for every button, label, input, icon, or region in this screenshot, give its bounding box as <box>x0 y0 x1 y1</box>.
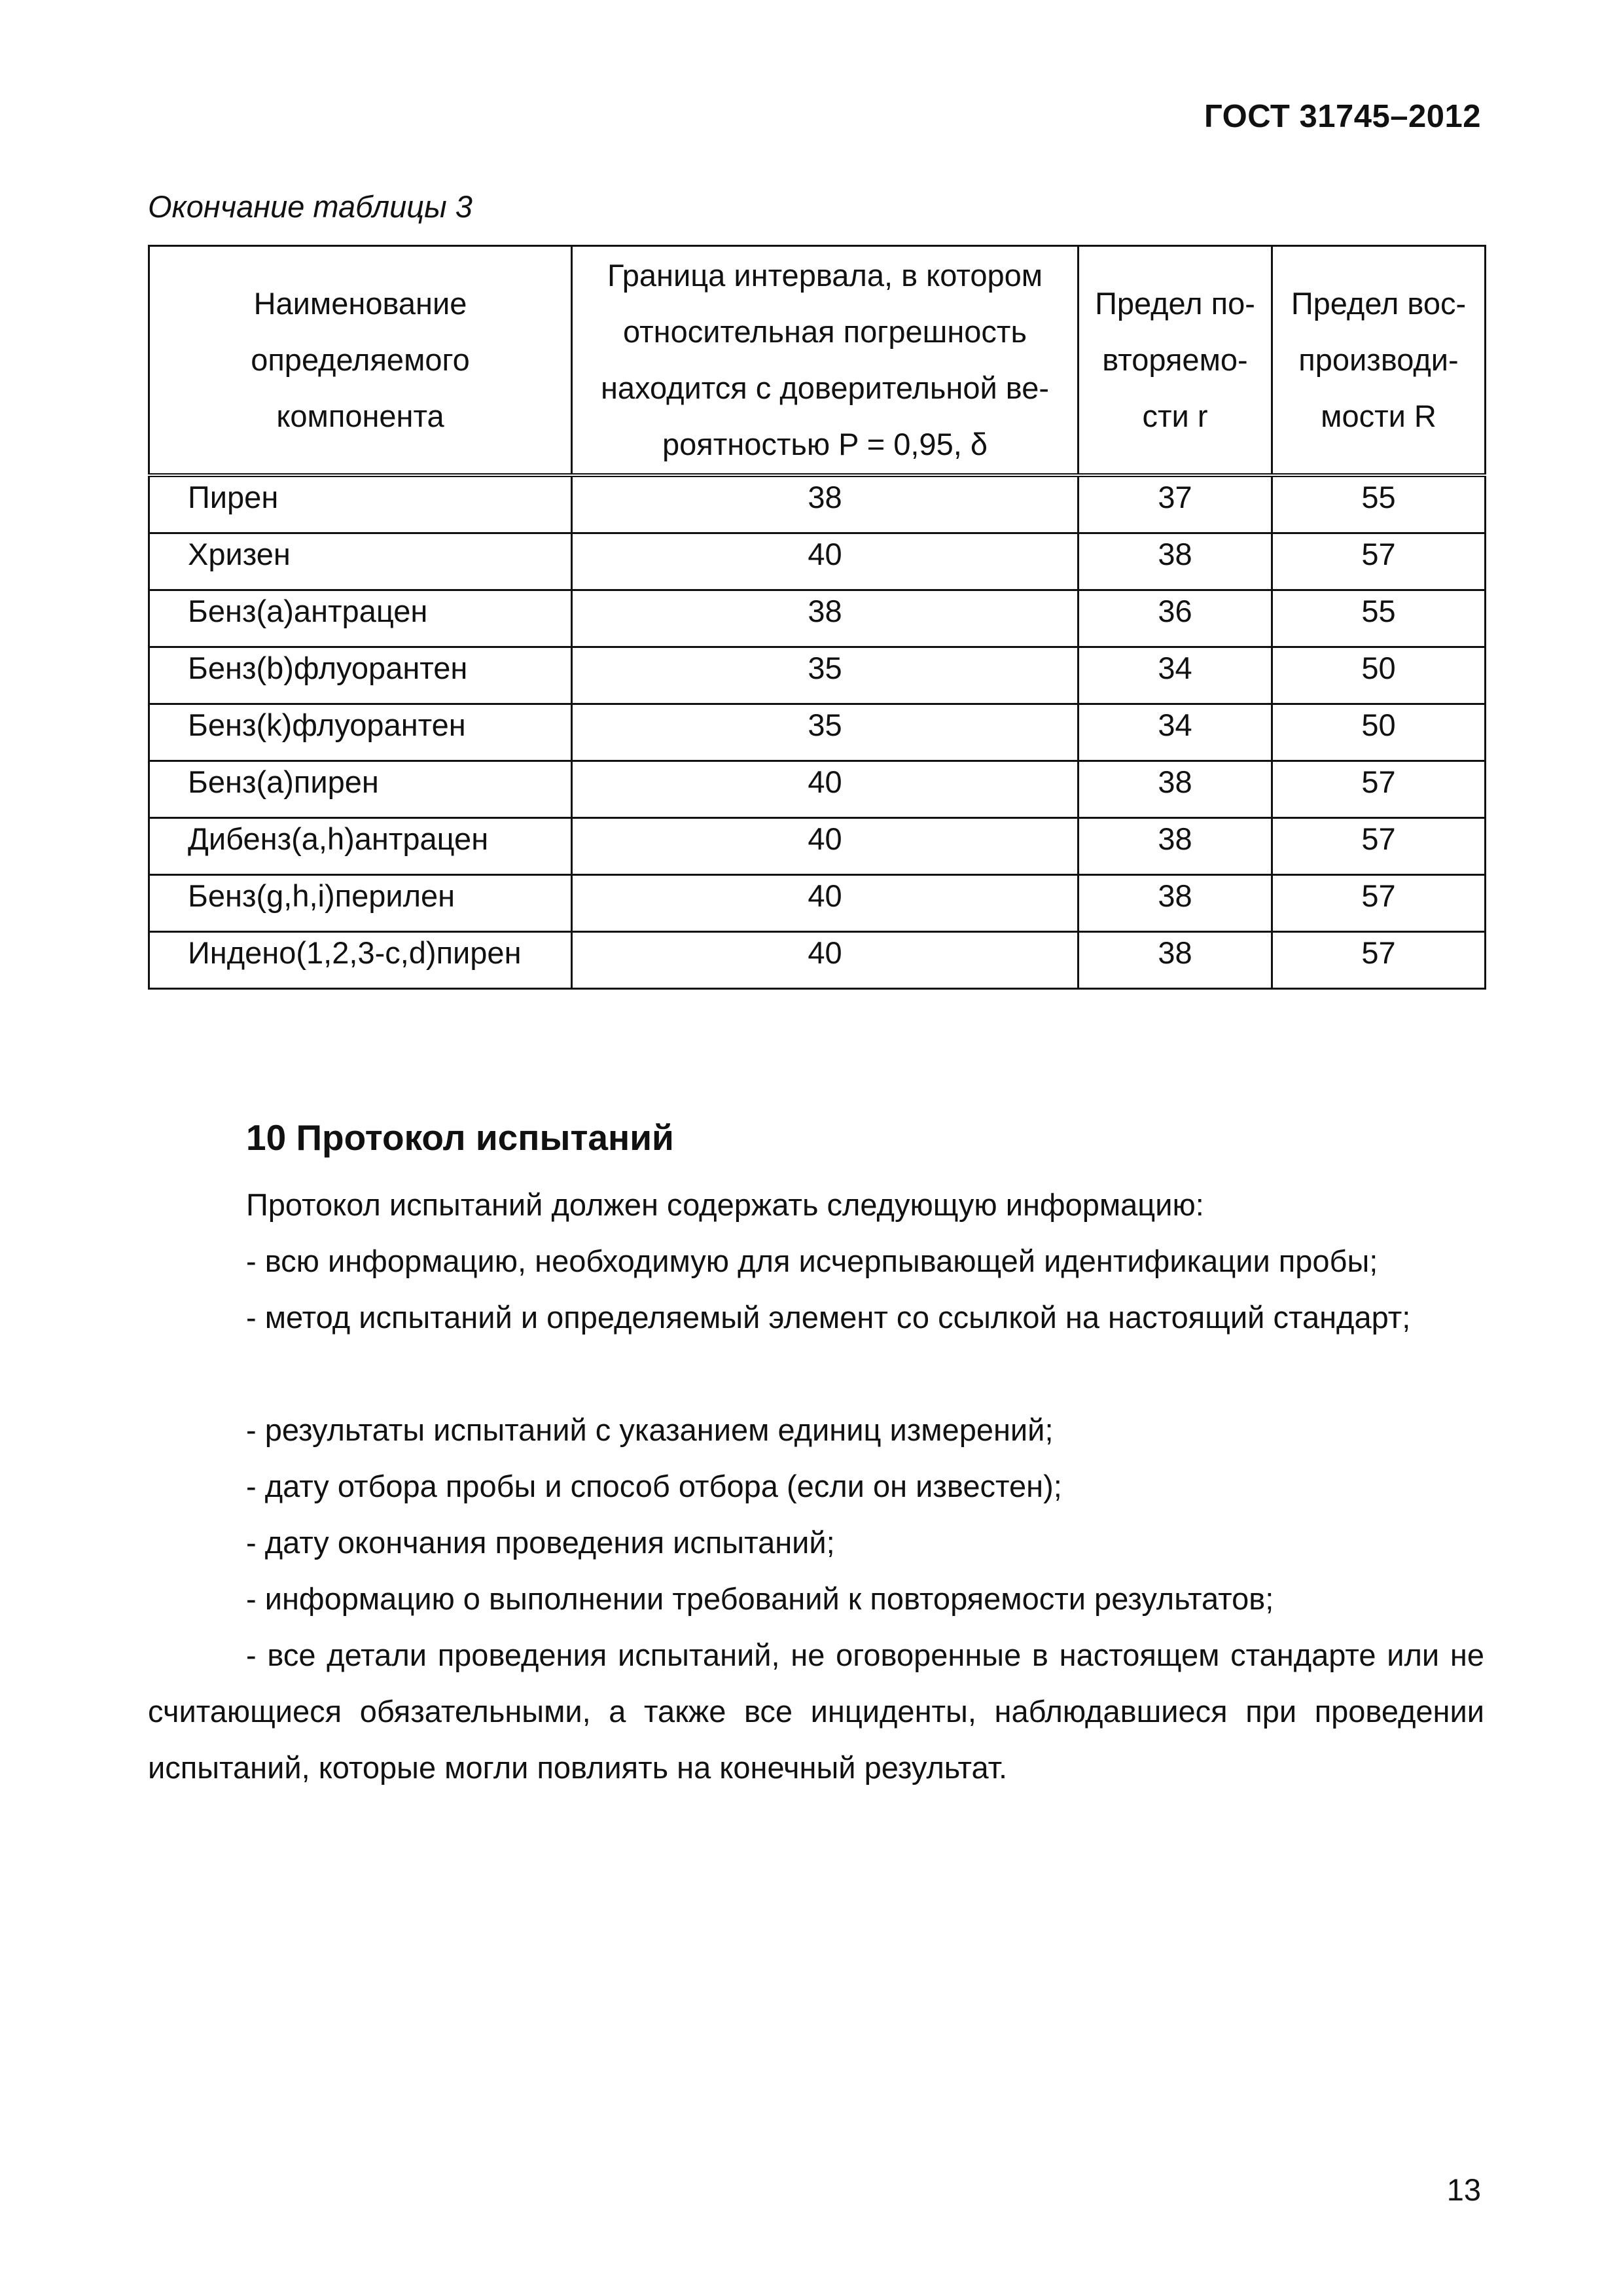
table-header-row <box>149 246 1486 476</box>
cell-interval: 35 <box>572 704 1079 761</box>
cell-repeatability: 37 <box>1079 475 1272 533</box>
cell-component: Дибенз(a,h)антрацен <box>149 818 572 875</box>
list-item: - результаты испытаний с указанием единиц измерений; <box>246 1412 1054 1447</box>
section-intro: Протокол испытаний должен содержать следующую информацию: <box>246 1187 1204 1222</box>
table-row <box>149 818 1486 875</box>
cell-repeatability: 38 <box>1079 875 1272 932</box>
cell-reproducibility: 55 <box>1272 590 1486 647</box>
cell-reproducibility: 50 <box>1272 647 1486 704</box>
document-code: ГОСТ 31745–2012 <box>1204 99 1481 134</box>
list-item: - информацию о выполнении требований к повторяемости результатов; <box>246 1581 1274 1616</box>
cell-component: Бенз(b)флуорантен <box>149 647 572 704</box>
cell-reproducibility: 57 <box>1272 761 1486 818</box>
cell-repeatability: 38 <box>1079 533 1272 590</box>
header-component-name: Наименование определяемого компонента <box>149 246 572 476</box>
cell-repeatability: 34 <box>1079 647 1272 704</box>
list-item: - дату окончания проведения испытаний; <box>246 1525 835 1560</box>
header-repeatability: Предел по- вторяемо- сти r <box>1079 246 1272 476</box>
cell-repeatability: 38 <box>1079 818 1272 875</box>
cell-interval: 35 <box>572 647 1079 704</box>
cell-interval: 40 <box>572 875 1079 932</box>
cell-reproducibility: 57 <box>1272 533 1486 590</box>
table-row <box>149 932 1486 989</box>
cell-component: Бенз(a)антрацен <box>149 590 572 647</box>
cell-interval: 40 <box>572 932 1079 989</box>
table-row <box>149 761 1486 818</box>
cell-repeatability: 38 <box>1079 761 1272 818</box>
table-body <box>149 475 1486 989</box>
cell-interval: 40 <box>572 533 1079 590</box>
cell-repeatability: 38 <box>1079 932 1272 989</box>
list-item: - метод испытаний и определяемый элемент со ссылкой на настоящий стандарт; <box>246 1300 1411 1335</box>
cell-interval: 38 <box>572 590 1079 647</box>
cell-reproducibility: 57 <box>1272 818 1486 875</box>
header-reproducibility: Предел вос- производи- мости R <box>1272 246 1486 476</box>
cell-repeatability: 34 <box>1079 704 1272 761</box>
section-title: 10 Протокол испытаний <box>246 1117 674 1158</box>
cell-interval: 40 <box>572 818 1079 875</box>
table-row <box>149 704 1486 761</box>
cell-repeatability: 36 <box>1079 590 1272 647</box>
cell-component: Индено(1,2,3-c,d)пирен <box>149 932 572 989</box>
results-table <box>148 245 1486 990</box>
table-row <box>149 475 1486 533</box>
cell-interval: 38 <box>572 475 1079 533</box>
cell-component: Пирен <box>149 475 572 533</box>
cell-component: Бенз(k)флуорантен <box>149 704 572 761</box>
table-row <box>149 533 1486 590</box>
list-item: - все детали проведения испытаний, не оговоренные в настоящем стандарте или не считающиеся обязательными, а также все инциденты, наблюдавшиеся при проведении испытаний, которые могли повлиять на конечный результат. <box>148 1638 1484 1785</box>
table-row <box>149 647 1486 704</box>
header-interval-bound: Граница интервала, в котором относительная погрешность находится с доверительной ве- роятностью P = 0,95, δ <box>572 246 1079 476</box>
cell-reproducibility: 57 <box>1272 932 1486 989</box>
cell-reproducibility: 50 <box>1272 704 1486 761</box>
table-row <box>149 590 1486 647</box>
cell-interval: 40 <box>572 761 1079 818</box>
list-item: - дату отбора пробы и способ отбора (если он известен); <box>246 1469 1062 1503</box>
page-number: 13 <box>1446 2172 1481 2207</box>
cell-reproducibility: 55 <box>1272 475 1486 533</box>
table-row <box>149 875 1486 932</box>
table-caption: Окончание таблицы 3 <box>148 189 473 224</box>
cell-component: Бенз(g,h,i)перилен <box>149 875 572 932</box>
list-item: - всю информацию, необходимую для исчерпывающей идентификации пробы; <box>246 1244 1378 1278</box>
cell-component: Хризен <box>149 533 572 590</box>
cell-reproducibility: 57 <box>1272 875 1486 932</box>
cell-component: Бенз(a)пирен <box>149 761 572 818</box>
